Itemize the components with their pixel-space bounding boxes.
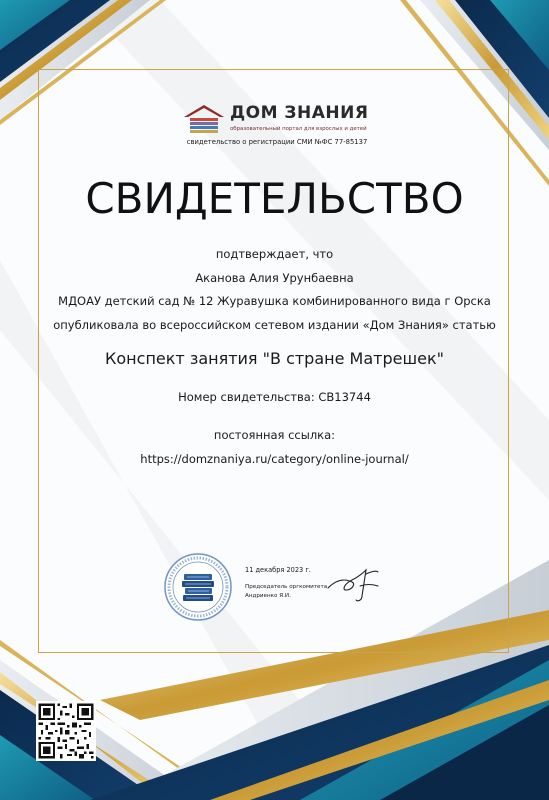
signatory-role: Председатель оргкомитета xyxy=(245,584,328,590)
logo xyxy=(182,103,372,153)
logo-title: ДОМ ЗНАНИЯ xyxy=(230,103,369,123)
signature-date: 11 декабря 2023 г. xyxy=(245,566,311,574)
logo-subtitle: образовательный портал для взрослых и детей xyxy=(230,126,367,132)
permanent-link[interactable]: https://domznaniya.ru/category/online-journal/ xyxy=(140,452,409,466)
publication-text: опубликовала во всероссийском сетевом издании «Дом Знания» статью xyxy=(53,318,496,332)
books-seal-icon xyxy=(163,552,233,622)
certificate-title: СВИДЕТЕЛЬСТВО xyxy=(85,174,464,223)
certificate-number: Номер свидетельства: СВ13744 xyxy=(178,390,371,404)
link-label: постоянная ссылка: xyxy=(213,428,336,442)
person-name: Аканова Алия Урунбаевна xyxy=(195,271,354,285)
signature-mark xyxy=(322,566,382,606)
registration-number: свидетельство о регистрации СМИ №ФС 77-85137 xyxy=(186,138,368,146)
house-logo-icon xyxy=(182,103,226,137)
article-title: Конспект занятия "В стране Матрешек" xyxy=(105,349,444,368)
qr-code-icon[interactable] xyxy=(36,701,96,761)
organization: МДОАУ детский сад № 12 Журавушка комбинированного вида г Орска xyxy=(58,294,491,308)
signatory-name: Андриенко Я.И. xyxy=(245,593,291,599)
confirms-text: подтверждает, что xyxy=(215,247,334,261)
